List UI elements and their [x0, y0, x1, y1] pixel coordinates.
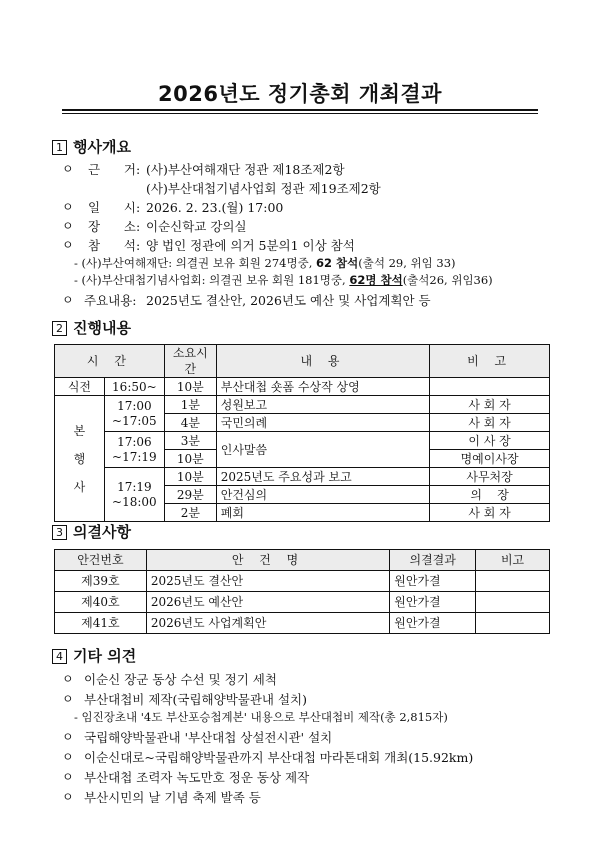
section-number-box: 4 [52, 649, 67, 664]
section-title: 진행내용 [73, 319, 131, 337]
content-cell: 폐회 [216, 504, 429, 522]
bullet: ㅇ [62, 293, 74, 307]
opinion-item-2-detail: - 임진장초내 '4도 부산포승첩계본' 내용으로 부산대첩비 제작(총 2,815자) [74, 710, 448, 724]
title-rule-thin [62, 113, 538, 114]
bullet: ㅇ [62, 770, 74, 784]
time-cell: 17:06 ~17:19 [104, 432, 164, 468]
opinion-item-6: 부산시민의 날 기념 축제 발족 등 [84, 790, 261, 805]
bullet: ㅇ [62, 219, 74, 233]
note-cell [430, 378, 550, 396]
basis-line-1: (사)부산여해재단 정관 제18조제2항 [146, 162, 345, 177]
attend-key: 참 석: [88, 238, 141, 253]
header-duration: 소요시간 [164, 345, 216, 378]
table-header-row [55, 550, 550, 571]
content-cell: 국민의례 [216, 414, 429, 432]
agenda-no-cell: 제40호 [55, 592, 147, 613]
section-number-box: 3 [52, 525, 67, 540]
opinion-item-4: 이순신대로~국립해양박물관까지 부산대첩 마라톤대회 개최(15.92km) [84, 750, 474, 765]
agenda-value: 2025년도 결산안, 2026년도 예산 및 사업계획안 등 [146, 293, 431, 308]
table-row [55, 378, 550, 396]
opinion-item-2: 부산대첩비 제작(국립해양박물관내 설치) [84, 692, 307, 707]
agenda-no-cell: 제41호 [55, 613, 147, 634]
section-3-heading [52, 521, 131, 542]
duration-cell: 2분 [164, 504, 216, 522]
duration-cell: 29분 [164, 486, 216, 504]
duration-cell: 10분 [164, 450, 216, 468]
duration-cell: 1분 [164, 396, 216, 414]
pre-label: 식전 [55, 378, 105, 396]
note-cell: 이 사 장 [430, 432, 550, 450]
table-row [55, 571, 550, 592]
opinion-item-3: 국립해양박물관내 '부산대첩 상설전시관' 설치 [84, 730, 333, 745]
attend-detail-1: - (사)부산여해재단: 의결권 보유 회원 274명중, 62 참석(출석 29, 위임 33) [74, 256, 456, 270]
duration-cell: 10분 [164, 468, 216, 486]
bullet: ㅇ [62, 672, 74, 686]
section-number-box: 2 [52, 321, 67, 336]
note-cell: 사무처장 [430, 468, 550, 486]
place-key: 장 소: [88, 219, 141, 234]
duration-cell: 10분 [164, 378, 216, 396]
agenda-name-cell: 2026년도 예산안 [146, 592, 389, 613]
table-row [55, 396, 550, 414]
bullet: ㅇ [62, 750, 74, 764]
content-cell: 성원보고 [216, 396, 429, 414]
duration-cell: 3분 [164, 432, 216, 450]
program-table [54, 344, 550, 522]
result-cell: 원안가결 [390, 571, 476, 592]
agenda-name-cell: 2025년도 결산안 [146, 571, 389, 592]
table-header-row [55, 345, 550, 378]
note-cell [476, 571, 550, 592]
section-2-heading [52, 317, 131, 338]
main-event-label: 본 행 사 [55, 396, 105, 522]
place-value: 이순신학교 강의실 [146, 219, 247, 234]
bullet: ㅇ [62, 200, 74, 214]
table-row [55, 613, 550, 634]
time-cell: 16:50~ [104, 378, 164, 396]
note-cell: 사 회 자 [430, 504, 550, 522]
header-agenda-name: 안 건 명 [146, 550, 389, 571]
time-cell: 17:00 ~17:05 [104, 396, 164, 432]
attend-value: 양 법인 정관에 의거 5분의1 이상 참석 [146, 238, 355, 253]
attend-detail-2: - (사)부산대첩기념사업회: 의결권 보유 회원 181명중, 62명 참석(출석26, 위임36) [74, 273, 493, 287]
header-note: 비 고 [430, 345, 550, 378]
decision-table [54, 549, 550, 634]
title-rule-thick [62, 109, 538, 111]
note-cell: 의 장 [430, 486, 550, 504]
note-cell: 사 회 자 [430, 396, 550, 414]
section-1-heading [52, 136, 131, 157]
header-result: 의결결과 [390, 550, 476, 571]
basis-line-2: (사)부산대첩기념사업회 정관 제19조제2항 [146, 181, 381, 196]
opinion-item-1: 이순신 장군 동상 수선 및 정기 세척 [84, 672, 277, 687]
bullet: ㅇ [62, 730, 74, 744]
result-cell: 원안가결 [390, 592, 476, 613]
document-title: 2026년도 정기총회 개최결과 [158, 82, 442, 106]
content-cell: 인사말씀 [216, 432, 429, 468]
header-agenda-no: 안건번호 [55, 550, 147, 571]
content-cell: 2025년도 주요성과 보고 [216, 468, 429, 486]
bullet: ㅇ [62, 790, 74, 804]
note-cell [476, 613, 550, 634]
date-key: 일 시: [88, 200, 141, 215]
content-cell: 부산대첩 숏폼 수상작 상영 [216, 378, 429, 396]
content-cell: 안건심의 [216, 486, 429, 504]
date-value: 2026. 2. 23.(월) 17:00 [146, 200, 284, 215]
opinion-item-5: 부산대첩 조력자 녹도만호 정운 동상 제작 [84, 770, 310, 785]
note-cell [476, 592, 550, 613]
header-content: 내 용 [216, 345, 429, 378]
basis-key: 근 거: [88, 162, 141, 177]
note-cell: 사 회 자 [430, 414, 550, 432]
section-number-box: 1 [52, 140, 67, 155]
bullet: ㅇ [62, 162, 74, 176]
section-title: 의결사항 [73, 523, 131, 541]
table-row [55, 432, 550, 450]
agenda-no-cell: 제39호 [55, 571, 147, 592]
section-title: 기타 의견 [73, 647, 137, 665]
section-title: 행사개요 [73, 138, 131, 156]
agenda-name-cell: 2026년도 사업계획안 [146, 613, 389, 634]
bullet: ㅇ [62, 692, 74, 706]
time-cell: 17:19 ~18:00 [104, 468, 164, 522]
result-cell: 원안가결 [390, 613, 476, 634]
header-time: 시 간 [55, 345, 165, 378]
table-row [55, 468, 550, 486]
section-4-heading [52, 645, 136, 666]
note-cell: 명예이사장 [430, 450, 550, 468]
agenda-key: 주요내용: [84, 293, 137, 308]
duration-cell: 4분 [164, 414, 216, 432]
table-row [55, 592, 550, 613]
bullet: ㅇ [62, 238, 74, 252]
header-note: 비고 [476, 550, 550, 571]
